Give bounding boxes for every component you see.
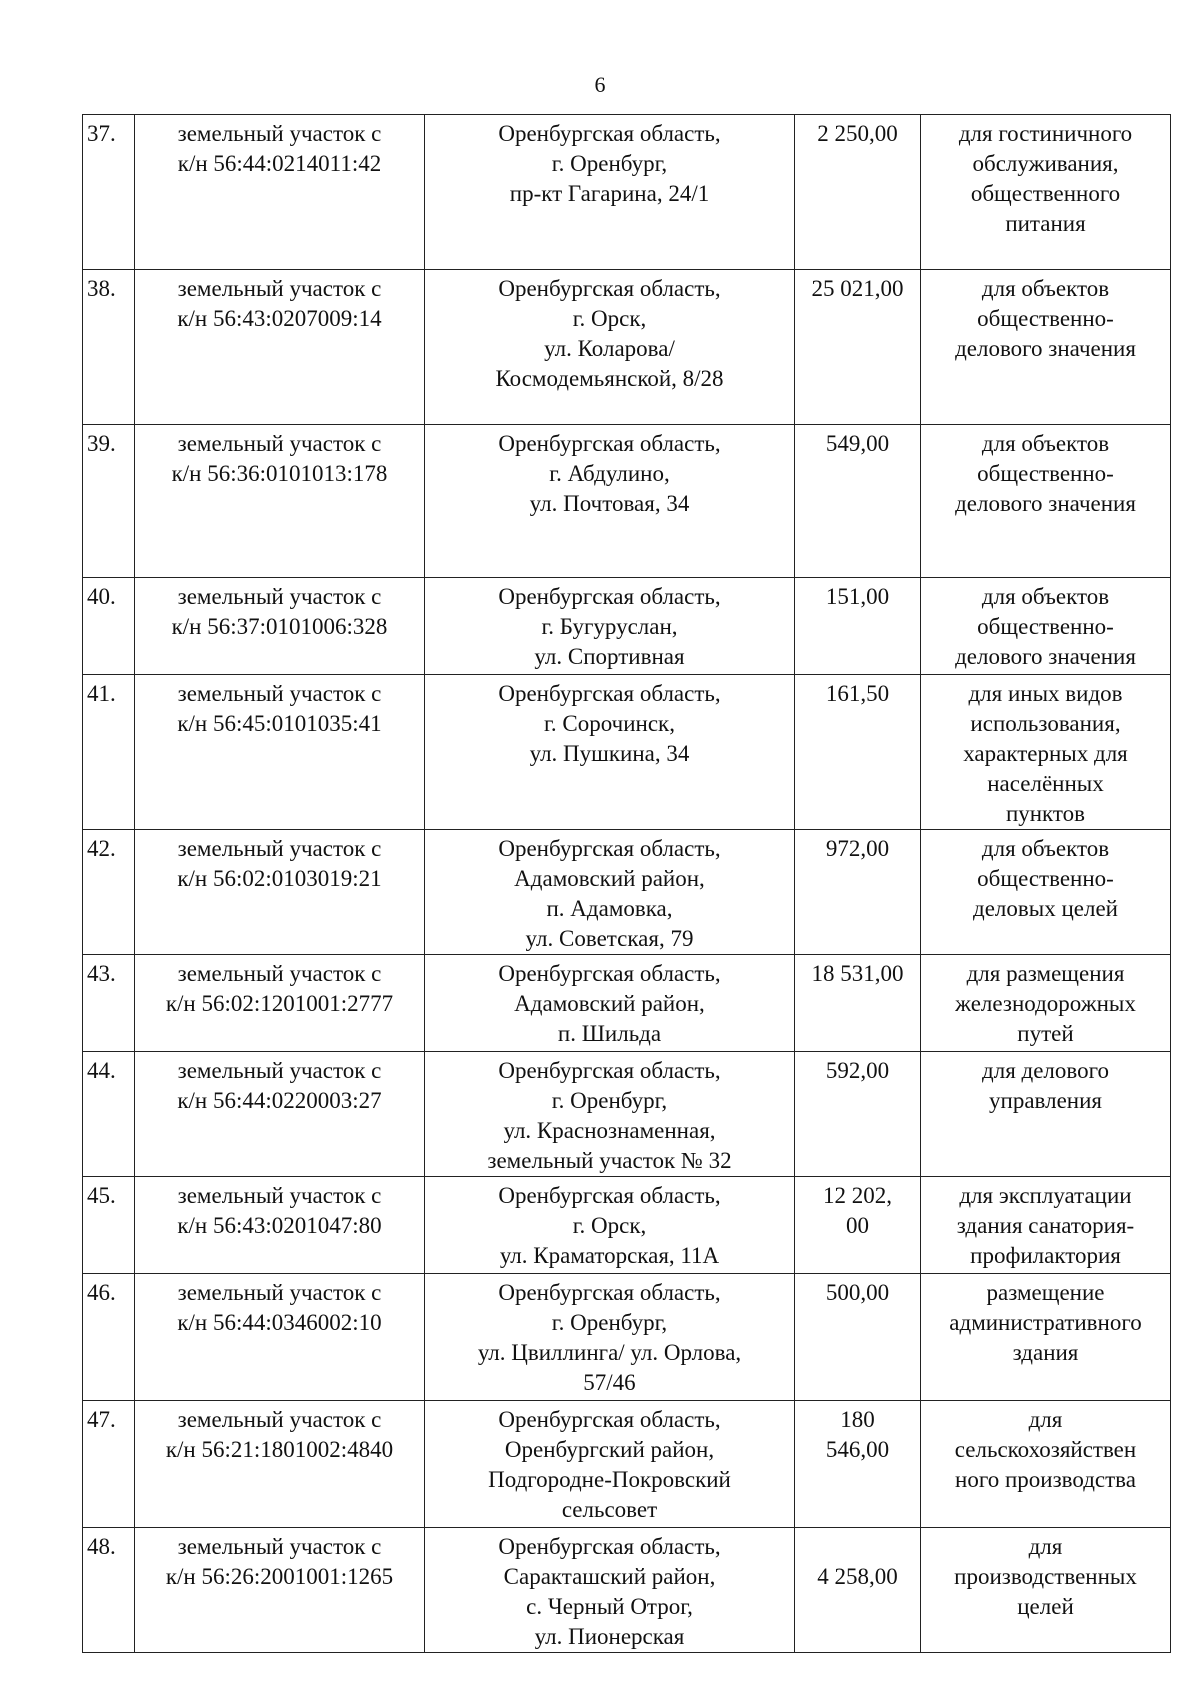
land-plot-purpose: для объектов общественно- деловых целей bbox=[921, 830, 1171, 955]
land-plots-table-body bbox=[83, 115, 1171, 1653]
row-number: 46. bbox=[83, 1274, 135, 1401]
table-row bbox=[83, 1528, 1171, 1653]
land-plot-address: Оренбургская область, Адамовский район, п. Шильда bbox=[425, 955, 795, 1052]
land-plot-object: земельный участок с к/н 56:36:0101013:178 bbox=[135, 425, 425, 578]
land-plot-address: Оренбургская область, Саракташский район, с. Черный Отрог, ул. Пионерская bbox=[425, 1528, 795, 1653]
land-plot-area: 972,00 bbox=[795, 830, 921, 955]
land-plot-area: 18 531,00 bbox=[795, 955, 921, 1052]
row-number: 43. bbox=[83, 955, 135, 1052]
table-row bbox=[83, 115, 1171, 270]
row-number: 37. bbox=[83, 115, 135, 270]
land-plot-purpose: для эксплуатации здания санатория- профилактория bbox=[921, 1177, 1171, 1274]
land-plot-object: земельный участок с к/н 56:44:0346002:10 bbox=[135, 1274, 425, 1401]
land-plot-address: Оренбургская область, г. Оренбург, ул. Цвиллинга/ ул. Орлова, 57/46 bbox=[425, 1274, 795, 1401]
row-number: 39. bbox=[83, 425, 135, 578]
land-plot-object: земельный участок с к/н 56:02:1201001:2777 bbox=[135, 955, 425, 1052]
land-plot-area: 161,50 bbox=[795, 675, 921, 830]
land-plot-object: земельный участок с к/н 56:43:0207009:14 bbox=[135, 270, 425, 425]
table-row bbox=[83, 675, 1171, 830]
land-plot-address: Оренбургская область, г. Орск, ул. Краматорская, 11А bbox=[425, 1177, 795, 1274]
land-plot-purpose: для сельскохозяйствен ного производства bbox=[921, 1401, 1171, 1528]
land-plot-address: Оренбургская область, г. Сорочинск, ул. Пушкина, 34 bbox=[425, 675, 795, 830]
land-plot-object: земельный участок с к/н 56:21:1801002:4840 bbox=[135, 1401, 425, 1528]
land-plot-address: Оренбургская область, г. Абдулино, ул. Почтовая, 34 bbox=[425, 425, 795, 578]
land-plot-purpose: для объектов общественно- делового значения bbox=[921, 578, 1171, 675]
row-number: 45. bbox=[83, 1177, 135, 1274]
table-row bbox=[83, 270, 1171, 425]
row-number: 42. bbox=[83, 830, 135, 955]
land-plot-purpose: для иных видов использования, характерных для населённых пунктов bbox=[921, 675, 1171, 830]
row-number: 40. bbox=[83, 578, 135, 675]
land-plot-object: земельный участок с к/н 56:44:0220003:27 bbox=[135, 1052, 425, 1177]
table-row bbox=[83, 955, 1171, 1052]
land-plot-address: Оренбургская область, Адамовский район, п. Адамовка, ул. Советская, 79 bbox=[425, 830, 795, 955]
land-plot-area: 2 250,00 bbox=[795, 115, 921, 270]
land-plot-purpose: для объектов общественно- делового значения bbox=[921, 270, 1171, 425]
table-row bbox=[83, 425, 1171, 578]
land-plots-table bbox=[82, 114, 1171, 1653]
land-plot-area: 25 021,00 bbox=[795, 270, 921, 425]
land-plot-area: 12 202, 00 bbox=[795, 1177, 921, 1274]
land-plot-object: земельный участок с к/н 56:37:0101006:328 bbox=[135, 578, 425, 675]
land-plot-object: земельный участок с к/н 56:45:0101035:41 bbox=[135, 675, 425, 830]
land-plot-area: 151,00 bbox=[795, 578, 921, 675]
table-row bbox=[83, 830, 1171, 955]
land-plot-address: Оренбургская область, г. Оренбург, пр-кт Гагарина, 24/1 bbox=[425, 115, 795, 270]
page-number: 6 bbox=[594, 72, 606, 97]
land-plot-purpose: для делового управления bbox=[921, 1052, 1171, 1177]
table-row bbox=[83, 1052, 1171, 1177]
land-plot-object: земельный участок с к/н 56:44:0214011:42 bbox=[135, 115, 425, 270]
land-plot-address: Оренбургская область, г. Орск, ул. Коларова/ Космодемьянской, 8/28 bbox=[425, 270, 795, 425]
land-plot-object: земельный участок с к/н 56:43:0201047:80 bbox=[135, 1177, 425, 1274]
table-row bbox=[83, 1401, 1171, 1528]
land-plot-address: Оренбургская область, г. Бугуруслан, ул. Спортивная bbox=[425, 578, 795, 675]
land-plot-area: 592,00 bbox=[795, 1052, 921, 1177]
table-row bbox=[83, 1274, 1171, 1401]
row-number: 48. bbox=[83, 1528, 135, 1653]
land-plot-area: 549,00 bbox=[795, 425, 921, 578]
land-plot-object: земельный участок с к/н 56:26:2001001:1265 bbox=[135, 1528, 425, 1653]
land-plot-area: 180 546,00 bbox=[795, 1401, 921, 1528]
land-plot-purpose: для объектов общественно- делового значения bbox=[921, 425, 1171, 578]
land-plot-object: земельный участок с к/н 56:02:0103019:21 bbox=[135, 830, 425, 955]
land-plot-purpose: для производственных целей bbox=[921, 1528, 1171, 1653]
row-number: 44. bbox=[83, 1052, 135, 1177]
land-plot-address: Оренбургская область, Оренбургский район, Подгородне-Покровский сельсовет bbox=[425, 1401, 795, 1528]
land-plot-area: 4 258,00 bbox=[795, 1528, 921, 1653]
row-number: 47. bbox=[83, 1401, 135, 1528]
land-plot-address: Оренбургская область, г. Оренбург, ул. Краснознаменная, земельный участок № 32 bbox=[425, 1052, 795, 1177]
row-number: 38. bbox=[83, 270, 135, 425]
land-plot-area: 500,00 bbox=[795, 1274, 921, 1401]
row-number: 41. bbox=[83, 675, 135, 830]
land-plot-purpose: для гостиничного обслуживания, общественного питания bbox=[921, 115, 1171, 270]
table-row bbox=[83, 578, 1171, 675]
land-plot-purpose: для размещения железнодорожных путей bbox=[921, 955, 1171, 1052]
table-row bbox=[83, 1177, 1171, 1274]
land-plot-purpose: размещение административного здания bbox=[921, 1274, 1171, 1401]
